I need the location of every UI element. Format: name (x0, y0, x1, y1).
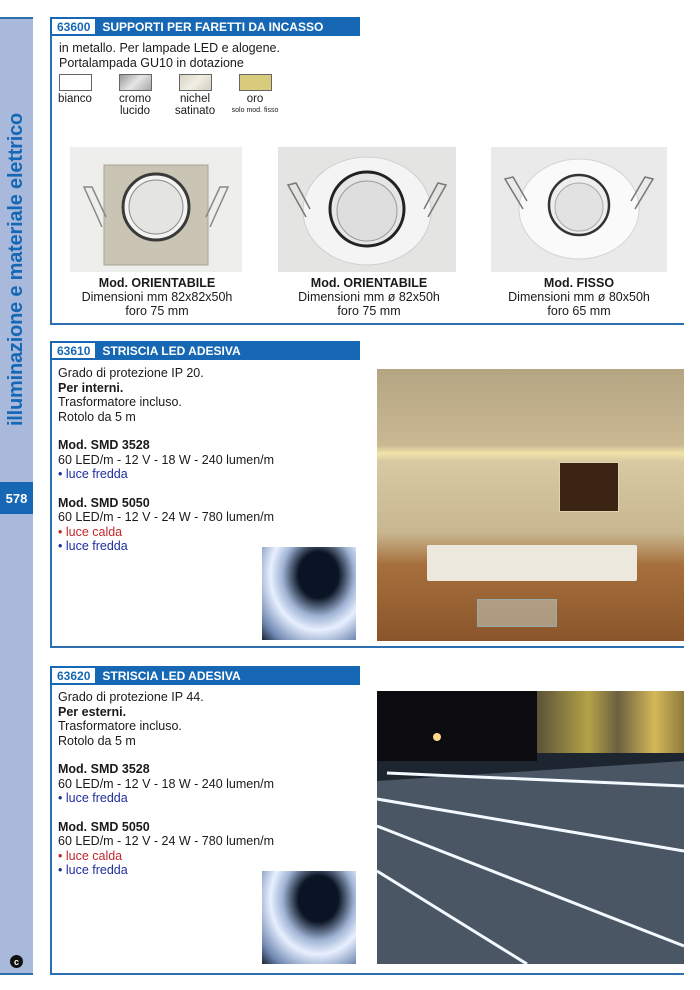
section-63600 (50, 17, 684, 325)
section-header (50, 341, 360, 360)
model-specs: 60 LED/m - 12 V - 18 W - 240 lumen/m (58, 452, 275, 467)
product-code: 63620 (52, 668, 95, 683)
category-sideband (0, 17, 33, 975)
finish-label (175, 93, 215, 117)
model-hole: foro 75 mm (337, 304, 401, 318)
detail-line: Grado di protezione IP 44. (58, 690, 204, 704)
model-caption (474, 276, 684, 318)
model-dimensions: Dimensioni mm ø 80x50h (508, 290, 650, 304)
detail-line: Per interni. (58, 380, 124, 395)
photo-square-downlight (70, 147, 242, 272)
product-details (58, 690, 274, 878)
finish-label (119, 93, 151, 117)
finish-label-line: cromo (119, 93, 151, 105)
model-hole: foro 75 mm (125, 304, 189, 318)
model-specs: 60 LED/m - 12 V - 24 W - 780 lumen/m (58, 510, 275, 524)
detail-line: Rotolo da 5 m (58, 409, 136, 424)
product-code: 63610 (52, 343, 95, 358)
finish-label-line: nichel (179, 93, 211, 105)
photo-round-adjustable-downlight (278, 147, 456, 272)
option-warm-light: • luce calda (58, 524, 123, 539)
option-cold-light: • luce fredda (58, 467, 128, 481)
model-name: Mod. FISSO (543, 276, 615, 290)
model-specs: 60 LED/m - 12 V - 24 W - 780 lumen/m (58, 834, 275, 848)
model-specs: 60 LED/m - 12 V - 18 W - 240 lumen/m (58, 776, 275, 791)
finish-label-line: satinato (174, 105, 216, 117)
finish-bianco (45, 74, 105, 117)
model-name: Mod. SMD 5050 (58, 495, 150, 510)
swatch-nickel (179, 74, 212, 91)
swatch-white (59, 74, 92, 91)
model-dimensions: Dimensioni mm 82x82x50h (81, 290, 233, 304)
product-details (58, 366, 274, 554)
finish-label-line: oro (246, 93, 264, 105)
description-line: in metallo. Per lampade LED e alogene. (59, 41, 280, 55)
copyright-icon: c (10, 955, 23, 968)
finish-label: bianco (58, 93, 92, 105)
model-name: Mod. SMD 3528 (58, 762, 150, 776)
model-name: Mod. ORIENTABILE (310, 276, 428, 290)
finish-nichel (165, 74, 225, 117)
model-name: Mod. SMD 3528 (58, 438, 150, 452)
option-cold-light: • luce fredda (58, 791, 128, 805)
model-caption (52, 276, 262, 318)
detail-line: Per esterni. (58, 704, 127, 719)
photo-outdoor-lit-steps (377, 691, 684, 964)
detail-line: Trasformatore incluso. (58, 395, 182, 409)
finish-cromo (105, 74, 165, 117)
category-title (4, 69, 30, 469)
finish-oro (225, 74, 285, 117)
description (59, 41, 280, 70)
section-header (50, 17, 360, 36)
finish-label-line: lucido (119, 105, 151, 117)
painting (559, 462, 619, 512)
page-number: 578 (0, 482, 33, 514)
swatch-chrome (119, 74, 152, 91)
sofa (427, 545, 637, 581)
section-header (50, 666, 360, 685)
model-name: Mod. ORIENTABILE (98, 276, 216, 290)
detail-line: Grado di protezione IP 20. (58, 366, 204, 380)
category-label: illuminazione e materiale elettrico (5, 112, 28, 426)
section-title: SUPPORTI PER FARETTI DA INCASSO (102, 19, 324, 34)
finish-label (232, 93, 279, 117)
model-caption (264, 276, 474, 318)
detail-line: Trasformatore incluso. (58, 719, 182, 733)
option-cold-light: • luce fredda (58, 863, 128, 877)
glass-table (477, 599, 557, 627)
photo-round-fixed-downlight (491, 147, 667, 272)
finish-note: solo mod. fisso (231, 107, 279, 114)
section-title: STRISCIA LED ADESIVA (102, 343, 241, 358)
lit-steps (377, 691, 684, 964)
swatch-gold (239, 74, 272, 91)
model-dimensions: Dimensioni mm ø 82x50h (298, 290, 440, 304)
option-warm-light: • luce calda (58, 848, 123, 863)
model-hole: foro 65 mm (547, 304, 611, 318)
model-name: Mod. SMD 5050 (58, 819, 150, 834)
photo-led-strip-reel (262, 547, 356, 640)
section-63620 (50, 666, 684, 975)
photo-led-strip-reel (262, 871, 356, 964)
option-cold-light: • luce fredda (58, 539, 128, 553)
product-code: 63600 (52, 19, 95, 34)
photo-living-room-cove-lighting (377, 369, 684, 641)
section-title: STRISCIA LED ADESIVA (102, 668, 241, 683)
finish-swatches (45, 74, 285, 117)
section-63610 (50, 341, 684, 648)
detail-line: Rotolo da 5 m (58, 733, 136, 748)
description-line: Portalampada GU10 in dotazione (59, 55, 244, 70)
